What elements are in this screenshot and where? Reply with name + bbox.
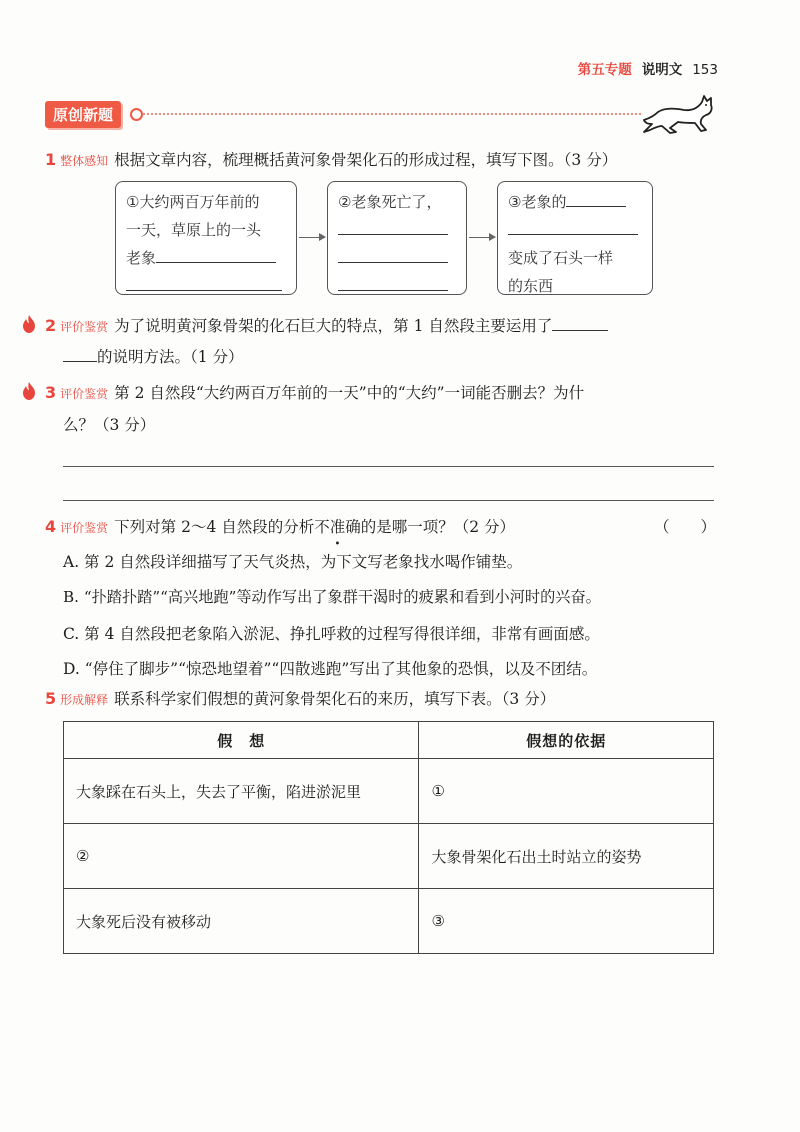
q3-number: 3	[45, 383, 57, 402]
q3-line2: 么？（3 分）	[63, 416, 156, 434]
box1-line3: 老象	[126, 249, 157, 267]
table-row	[64, 759, 714, 824]
flow-arrow-1	[299, 237, 325, 238]
flow-box-3	[497, 181, 653, 295]
box1-line2: 一天，草原上的一头	[126, 221, 262, 239]
q2-line2: 的说明方法。（1 分）	[97, 348, 244, 366]
table-cell: 大象死后没有被移动	[64, 889, 419, 954]
question-1	[45, 148, 617, 170]
option-b[interactable]: B. “扑踏扑踏”“高兴地跑”等动作写出了象群干渴时的疲累和看到小河时的兴奋。	[63, 588, 601, 606]
q2-line1: 为了说明黄河象骨架的化石巨大的特点，第 1 自然段主要运用了	[114, 317, 553, 335]
q5-text: 联系科学家们假想的黄河象骨架化石的来历，填写下表。（3 分）	[114, 690, 556, 708]
q5-number: 5	[45, 689, 57, 708]
flow-arrow-2	[469, 237, 495, 238]
table-cell-answer[interactable]: ②	[64, 824, 419, 889]
box1-blank-1[interactable]	[156, 246, 276, 263]
q1-tag: 整体感知	[60, 154, 109, 168]
question-5	[45, 687, 555, 709]
q2-tag: 评价鉴赏	[60, 320, 109, 334]
question-4	[45, 515, 515, 537]
box2-blank-2[interactable]	[338, 246, 448, 263]
q4-number: 4	[45, 517, 57, 536]
option-c[interactable]: C. 第 4 自然段把老象陷入淤泥、挣扎呼救的过程写得很详细，非常有画面感。	[63, 625, 600, 643]
q2-blank-a[interactable]	[552, 314, 608, 331]
question-2	[45, 314, 608, 336]
box3-blank-2[interactable]	[508, 218, 638, 235]
table-header-basis: 假想的依据	[419, 722, 714, 759]
question-3	[45, 381, 584, 403]
q3-tag: 评价鉴赏	[60, 387, 109, 401]
answer-line-1[interactable]	[63, 466, 714, 467]
question-2-cont	[63, 345, 244, 367]
q1-text: 根据文章内容，梳理概括黄河象骨架化石的形成过程，填写下图。（3 分）	[114, 151, 618, 169]
box3-line3: 变成了石头一样	[508, 249, 614, 267]
table-cell-answer[interactable]: ①	[419, 759, 714, 824]
table-header-row	[64, 722, 714, 759]
q3-line1: 第 2 自然段“大约两百万年前的一天”中的“大约”一词能否删去？为什	[114, 384, 585, 402]
dotted-divider	[136, 113, 641, 115]
table-cell: 大象踩在石头上，失去了平衡，陷进淤泥里	[64, 759, 419, 824]
table-cell-answer[interactable]: ③	[419, 889, 714, 954]
flame-icon	[22, 382, 36, 400]
hypothesis-table	[63, 721, 714, 954]
divider-dot	[130, 108, 143, 121]
box1-blank-2[interactable]	[126, 274, 282, 291]
q4-text-post: 的是哪一项？（2 分）	[360, 518, 516, 536]
option-d[interactable]: D. “停住了脚步”“惊恐地望着”“四散逃跑”写出了其他象的恐惧，以及不团结。	[63, 660, 598, 678]
section-badge: 原创新题	[45, 101, 121, 128]
flow-box-2	[327, 181, 467, 295]
question-3-cont	[63, 413, 155, 435]
box1-line1: ①大约两百万年前的	[126, 193, 260, 211]
table-cell: 大象骨架化石出土时站立的姿势	[419, 824, 714, 889]
q2-blank-b[interactable]	[63, 345, 97, 362]
flow-box-1	[115, 181, 297, 295]
q4-tag: 评价鉴赏	[60, 521, 109, 535]
genre-label: 说明文	[641, 62, 683, 78]
box2-line1: ②老象死亡了，	[338, 193, 442, 211]
answer-line-2[interactable]	[63, 500, 714, 501]
option-a[interactable]: A. 第 2 自然段详细描写了天气炎热，为下文写老象找水喝作铺垫。	[63, 553, 523, 571]
table-row	[64, 824, 714, 889]
box2-blank-3[interactable]	[338, 274, 448, 291]
box3-blank-1[interactable]	[566, 190, 626, 207]
q2-number: 2	[45, 316, 57, 335]
answer-paren[interactable]: （ ）	[654, 518, 717, 536]
flame-icon	[22, 315, 36, 333]
topic-label: 第五专题	[577, 62, 632, 78]
q5-tag: 形成解释	[60, 693, 109, 707]
q4-text-pre: 下列对第 2～4 自然段的分析	[114, 518, 315, 536]
page-number: 153	[692, 62, 718, 78]
box3-line1: ③老象的	[508, 193, 567, 211]
q4-emphasis: 不准确	[314, 518, 361, 536]
table-header-hypothesis: 假 想	[64, 722, 419, 759]
box3-line4: 的东西	[508, 277, 554, 295]
table-row	[64, 889, 714, 954]
running-cat-icon	[640, 90, 718, 136]
box2-blank-1[interactable]	[338, 218, 448, 235]
q1-number: 1	[45, 150, 57, 169]
page-header	[578, 58, 718, 78]
